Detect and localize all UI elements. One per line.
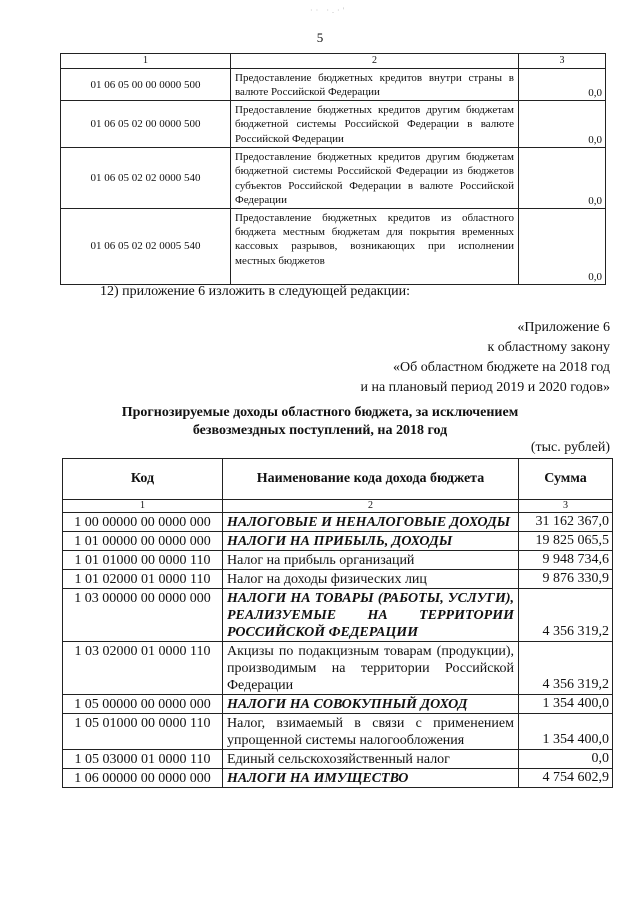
row-sum: 1 354 400,0 [519,695,613,714]
income-table [62,458,613,788]
name-column-header: Наименование кода дохода бюджета [223,459,519,500]
table-row [61,101,606,148]
row-name: НАЛОГИ НА ИМУЩЕСТВО [223,769,519,788]
row-name: Налог на доходы физических лиц [223,570,519,589]
table-row [63,513,613,532]
table-row [63,532,613,551]
row-code: 1 03 02000 01 0000 110 [63,642,223,695]
row-code: 01 06 05 02 00 0000 500 [61,101,231,148]
table-row [61,148,606,209]
row-sum: 0,0 [519,69,606,101]
row-sum: 0,0 [519,101,606,148]
row-code: 1 06 00000 00 0000 000 [63,769,223,788]
row-sum: 1 354 400,0 [519,714,613,750]
row-name: Налог на прибыль организаций [223,551,519,570]
row-sum: 0,0 [519,148,606,209]
row-sum: 9 876 330,9 [519,570,613,589]
page-number: 5 [316,30,324,45]
table-row [61,69,606,101]
table-row [63,695,613,714]
row-sum: 0,0 [519,750,613,769]
table-row [63,769,613,788]
table-row [63,570,613,589]
table-row [63,750,613,769]
col-number: 3 [519,500,613,513]
credits-table-header-row [61,54,606,69]
row-name: Предоставление бюджетных кредитов из областного бюджета местным бюджетам для покрытия временных кассовых разрывов, возникающих при исполнении местных бюджетов [231,208,519,284]
row-sum: 4 754 602,9 [519,769,613,788]
row-code: 1 03 00000 00 0000 000 [63,589,223,642]
title-line: безвозмездных поступлений, на 2018 год [192,423,448,438]
row-name: НАЛОГИ НА ТОВАРЫ (РАБОТЫ, УСЛУГИ), РЕАЛИЗУЕМЫЕ НА ТЕРРИТОРИИ РОССИЙСКОЙ ФЕДЕРАЦИИ [223,589,519,642]
row-code: 01 06 05 02 02 0000 540 [61,148,231,209]
row-code: 01 06 05 00 00 0000 500 [61,69,231,101]
row-code: 01 06 05 02 02 0005 540 [61,208,231,284]
title-line: Прогнозируемые доходы областного бюджета, за исключением [121,405,519,420]
row-name: Единый сельскохозяйственный налог [223,750,519,769]
table-row [63,714,613,750]
table-row [63,551,613,570]
document-title [0,404,640,440]
code-column-header: Код [63,459,223,500]
row-sum: 4 356 319,2 [519,589,613,642]
row-name: НАЛОГИ НА ПРИБЫЛЬ, ДОХОДЫ [223,532,519,551]
row-sum: 0,0 [519,208,606,284]
row-name: Налог, взимаемый в связи с применением упрощенной системы налогообложения [223,714,519,750]
units-label: (тыс. рублей) [530,440,610,455]
row-sum: 4 356 319,2 [519,642,613,695]
col-number: 1 [63,500,223,513]
col-number: 2 [223,500,519,513]
row-sum: 31 162 367,0 [519,513,613,532]
row-name: Акцизы по подакцизным товарам (продукции), производимым на территории Российской Федерации [223,642,519,695]
row-code: 1 05 01000 00 0000 110 [63,714,223,750]
row-code: 1 05 03000 01 0000 110 [63,750,223,769]
appendix-line: к областному закону [487,340,610,355]
row-name: Предоставление бюджетных кредитов другим бюджетам бюджетной системы Российской Федерации в валюте Российской Федерации [231,101,519,148]
income-col-number-row [63,500,613,513]
table-row [63,589,613,642]
appendix-line: и на плановый период 2019 и 2020 годов» [360,380,610,395]
row-code: 1 01 00000 00 0000 000 [63,532,223,551]
row-name: НАЛОГИ НА СОВОКУПНЫЙ ДОХОД [223,695,519,714]
row-code: 1 01 02000 01 0000 110 [63,570,223,589]
appendix-header [360,318,610,398]
row-name: Предоставление бюджетных кредитов другим бюджетам бюджетной системы Российской Федерации из бюджетов субъектов Российской Федерации в валюте Российской Федерации [231,148,519,209]
row-name: НАЛОГОВЫЕ И НЕНАЛОГОВЫЕ ДОХОДЫ [223,513,519,532]
table-row [63,642,613,695]
row-code: 1 01 01000 00 0000 110 [63,551,223,570]
income-header-row [63,459,613,500]
amendment-paragraph: 12) приложение 6 изложить в следующей редакции: [100,284,410,299]
credits-col-3-header: 3 [519,54,606,69]
appendix-line: «Приложение 6 [517,320,610,335]
table-row [61,208,606,284]
row-sum: 19 825 065,5 [519,532,613,551]
appendix-line: «Об областном бюджете на 2018 год [393,360,610,375]
row-code: 1 05 00000 00 0000 000 [63,695,223,714]
row-sum: 9 948 734,6 [519,551,613,570]
credits-table [60,53,606,285]
row-code: 1 00 00000 00 0000 000 [63,513,223,532]
scan-speck-mark: ·· ·.·' [310,6,348,15]
credits-col-1-header: 1 [61,54,231,69]
credits-col-2-header: 2 [231,54,519,69]
row-name: Предоставление бюджетных кредитов внутри страны в валюте Российской Федерации [231,69,519,101]
sum-column-header: Сумма [519,459,613,500]
